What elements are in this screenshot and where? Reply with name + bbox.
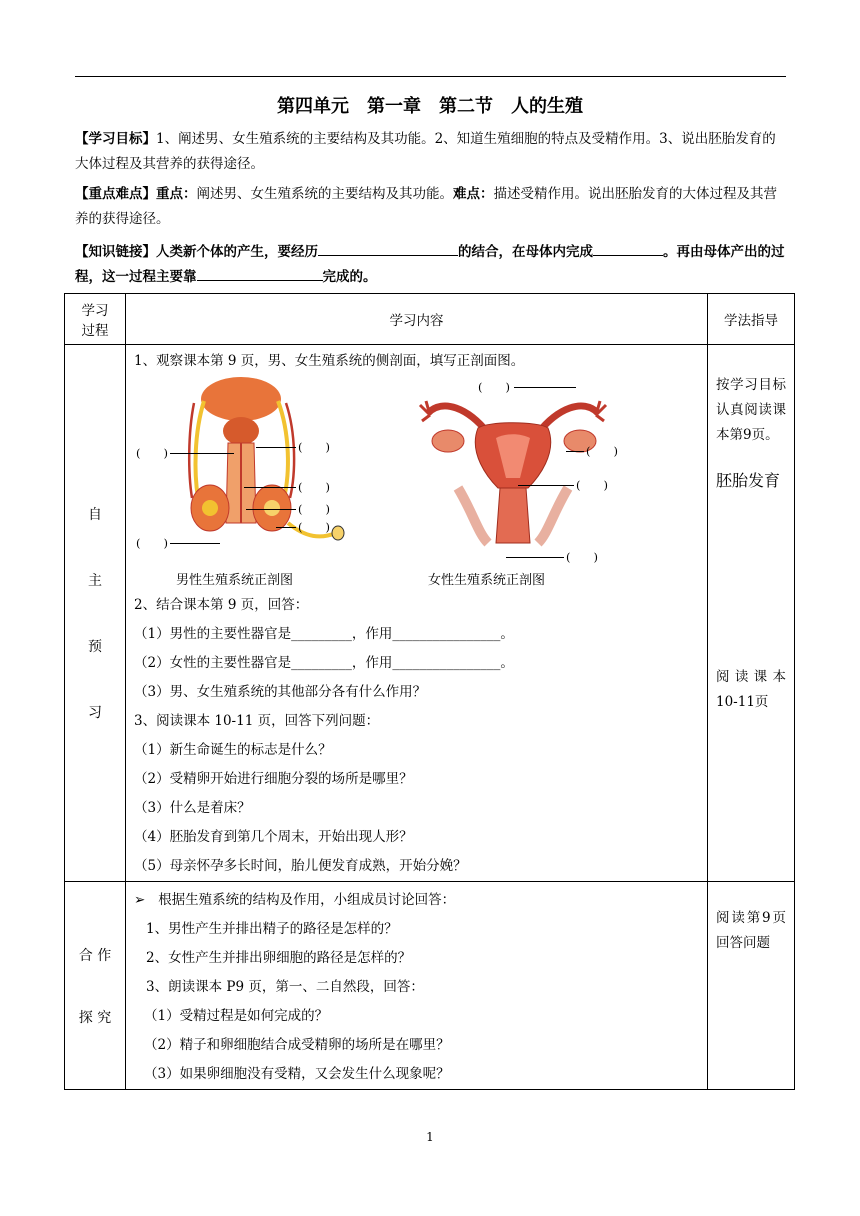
male-label-right-2: ( ) — [298, 480, 330, 494]
stage-char: 预 — [88, 639, 102, 655]
link-part3: 。再由母体产出的过程，这一过程主要靠 — [75, 244, 785, 285]
bullet-icon: ➢ — [134, 892, 146, 908]
discussion-q3-2: （2）精子和卵细胞结合成受精卵的场所是在哪里？ — [144, 1037, 450, 1053]
stage-text: 探 究 — [78, 1009, 112, 1026]
content-self-study — [126, 345, 708, 882]
stage-char: 自 — [88, 507, 102, 523]
question-2-1: （1）男性的主要性器官是_________，作用________________。 — [134, 626, 514, 642]
header-rule — [75, 76, 786, 77]
fill-blank[interactable] — [318, 241, 458, 256]
male-label-left-2: ( ) — [136, 536, 168, 550]
male-label-right-4: ( ) — [298, 520, 330, 534]
testis-core-right — [264, 500, 280, 516]
header-process-line1: 学习 — [81, 303, 109, 319]
question-2-2: （2）女性的主要性器官是_________，作用________________。 — [134, 655, 514, 671]
discussion-prompt: 根据生殖系统的结构及作用，小组成员讨论回答： — [158, 892, 456, 908]
male-label-left-1: ( ) — [136, 446, 168, 460]
guide-self-study — [708, 345, 795, 882]
link-part1: 人类新个体的产生，要经历 — [156, 244, 318, 260]
discussion-intro — [126, 882, 707, 915]
question-3-2: （2）受精卵开始进行细胞分裂的场所是哪里？ — [134, 771, 413, 787]
question-3: 3、阅读课本 10-11 页，回答下列问题： — [134, 713, 380, 729]
discussion-q3: 3、朗读课本 P9 页，第一、二自然段，回答： — [146, 979, 424, 995]
knowledge-link — [75, 240, 787, 290]
leader-line — [246, 509, 296, 510]
key-label: 重点： — [156, 186, 197, 202]
study-table — [64, 293, 795, 1090]
content-cooperate — [126, 882, 708, 1090]
prostate — [223, 417, 259, 445]
table-header-row — [65, 294, 795, 345]
leader-line — [518, 485, 574, 486]
female-reproductive-figure — [418, 393, 608, 548]
question-3-4: （4）胚胎发育到第几个周末，开始出现人形？ — [134, 829, 413, 845]
leader-line — [276, 527, 296, 528]
female-label-3: ( ) — [576, 478, 608, 492]
female-label-1: ( ) — [478, 380, 510, 394]
leader-line — [566, 451, 584, 452]
question-2-3: （3）男、女生殖系统的其他部分各有什么作用？ — [134, 684, 427, 700]
bladder — [201, 377, 281, 421]
learning-objectives — [75, 127, 787, 177]
discussion-q3-1: （1）受精过程是如何完成的？ — [144, 1008, 329, 1024]
page-title: 第四单元 第一章 第二节 人的生殖 — [277, 96, 583, 117]
female-caption: 女性生殖系统正剖图 — [428, 573, 546, 588]
guide-cooperate — [708, 882, 795, 1090]
header-process — [65, 294, 126, 345]
hard-label: 难点： — [453, 186, 494, 202]
stage-char: 主 — [88, 573, 102, 589]
stage-char: 习 — [88, 705, 102, 721]
glans — [332, 526, 344, 540]
leader-line — [170, 453, 234, 454]
stage-cooperate — [65, 882, 126, 1090]
guide-read-p10-11: 阅读课本10-11页 — [716, 669, 786, 710]
key-difficult-points — [75, 182, 787, 232]
fill-blank[interactable] — [197, 266, 323, 281]
vas-deferens-left — [196, 401, 204, 498]
ovary-left — [432, 430, 464, 452]
link-label: 【知识链接】 — [75, 244, 156, 260]
fill-blank[interactable] — [593, 241, 663, 256]
question-1: 1、观察课本第 9 页，男、女生殖系统的侧剖面，填写正剖面图。 — [134, 353, 525, 369]
vas-deferens-right — [278, 401, 288, 498]
question-3-5: （5）母亲怀孕多长时间，胎儿便发育成熟，开始分娩？ — [134, 858, 467, 874]
stage-self-study — [65, 345, 126, 882]
guide-read-p9: 按学习目标认真阅读课本第9页。 — [716, 377, 786, 443]
fimbriae-left — [420, 401, 430, 421]
leader-line — [244, 487, 296, 488]
male-label-right-3: ( ) — [298, 502, 330, 516]
keypoints-label: 【重点难点】 — [75, 186, 156, 202]
testis-core-left — [202, 500, 218, 516]
link-part4: 完成的。 — [322, 269, 377, 285]
question-2: 2、结合课本第 9 页，回答： — [134, 597, 309, 613]
leader-line — [506, 557, 564, 558]
stage-text: 合 作 — [78, 947, 112, 964]
question-3-3: （3）什么是着床？ — [134, 800, 251, 816]
link-part2: 的结合，在母体内完成 — [458, 244, 593, 260]
female-label-4: ( ) — [566, 550, 598, 564]
female-label-2: ( ) — [586, 444, 618, 458]
leader-line — [514, 387, 576, 388]
discussion-q2: 2、女性产生并排出卵细胞的路径是怎样的？ — [146, 950, 412, 966]
reproductive-diagrams — [126, 373, 707, 591]
guide-embryo: 胚胎发育 — [716, 471, 781, 490]
header-guide: 学法指导 — [708, 294, 795, 345]
header-process-line2: 过程 — [81, 323, 109, 339]
key-text: 阐述男、女生殖系统的主要结构及其功能。 — [196, 186, 453, 202]
male-caption: 男性生殖系统正剖图 — [176, 573, 294, 588]
table-row-cooperate — [65, 882, 795, 1090]
discussion-q3-3: （3）如果卵细胞没有受精，又会发生什么现象呢？ — [144, 1066, 450, 1082]
guide-read-p9-answer: 阅读第9页回答问题 — [716, 910, 786, 951]
table-row-self-study — [65, 345, 795, 882]
leader-line — [256, 447, 296, 448]
hard-text: 描述受精作用。说出胚胎发育的大体过程及其营养的获得途径。 — [75, 186, 777, 227]
header-content: 学习内容 — [126, 294, 708, 345]
discussion-q1: 1、男性产生并排出精子的路径是怎样的？ — [146, 921, 398, 937]
objectives-text: 1、阐述男、女生殖系统的主要结构及其功能。2、知道生殖细胞的特点及受精作用。3、说出胚胎发育的大体过程及其营养的获得途径。 — [75, 131, 776, 172]
vagina — [496, 488, 530, 543]
male-label-right-1: ( ) — [298, 440, 330, 454]
page-number: 1 — [426, 1130, 434, 1144]
fimbriae-right — [596, 401, 606, 421]
vessel-left — [189, 403, 194, 498]
objectives-label: 【学习目标】 — [75, 131, 156, 147]
leader-line — [170, 543, 220, 544]
question-3-1: （1）新生命诞生的标志是什么？ — [134, 742, 332, 758]
